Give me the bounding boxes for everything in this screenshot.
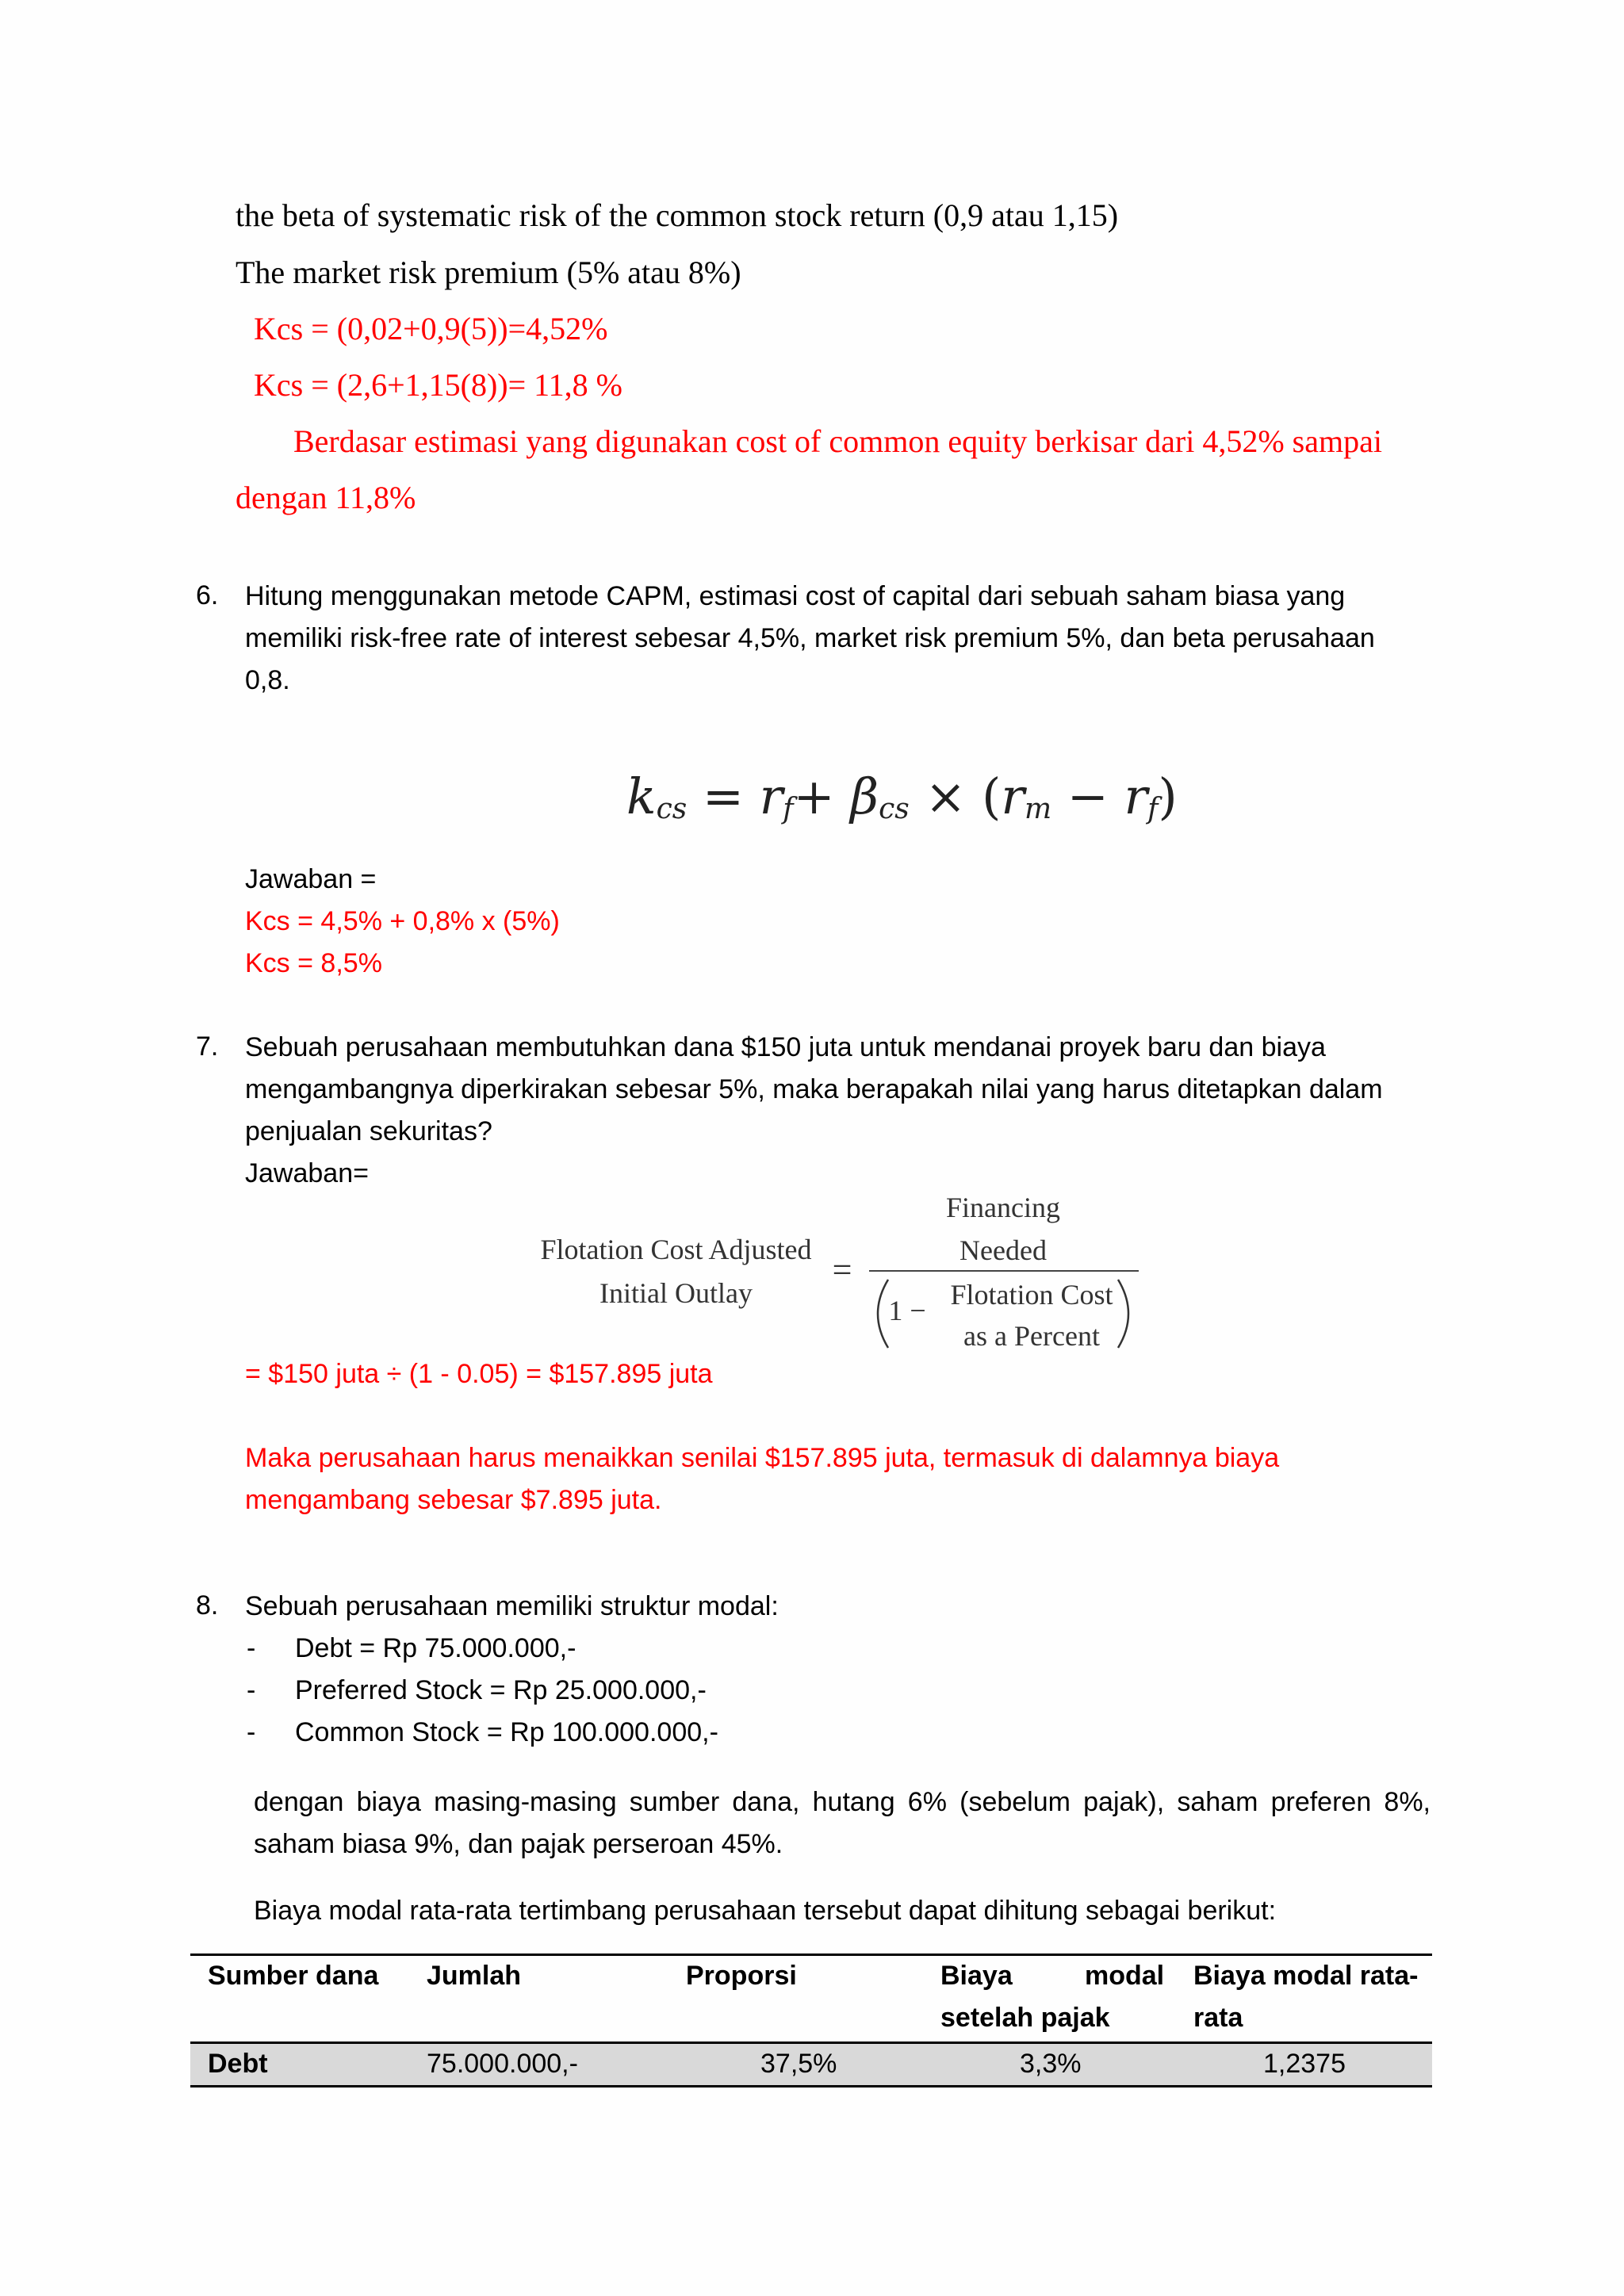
formula-beta-sub: cs xyxy=(879,793,910,825)
q6-text-3: 0,8. xyxy=(245,665,290,695)
q6-text-1: Hitung menggunakan metode CAPM, estimasi cost of capital dari sebuah saham biasa yang xyxy=(245,581,1346,611)
formula-minus: − xyxy=(1067,767,1109,825)
q7-text-1: Sebuah perusahaan membutuhkan dana $150 juta untuk mendanai proyek baru dan biaya xyxy=(245,1032,1326,1062)
intro-conclusion-2: dengan 11,8% xyxy=(236,480,416,515)
header-cost-1b: modal xyxy=(1085,1961,1165,1991)
formula-denominator-1: Flotation Cost xyxy=(950,1279,1113,1311)
list-bullet: - xyxy=(247,1633,256,1663)
formula-lhs-2: Initial Outlay xyxy=(599,1277,753,1309)
q8-text: Sebuah perusahaan memiliki struktur modal: xyxy=(245,1591,779,1621)
formula-plus: + xyxy=(793,767,835,825)
formula-eq: = xyxy=(702,767,744,825)
table-bottom-rule xyxy=(190,2085,1432,2087)
q7-answer-calc: = $150 juta ÷ (1 - 0.05) = $157.895 juta xyxy=(245,1359,713,1389)
q7-text-3: penjualan sekuritas? xyxy=(245,1116,492,1146)
q8-para-1: dengan biaya masing-masing sumber dana, hutang 6% (sebelum pajak), saham preferen 8%, xyxy=(254,1787,1431,1817)
header-cost-1a: Biaya xyxy=(940,1961,1013,1991)
q7-conclusion-1: Maka perusahaan harus menaikkan senilai $157.895 juta, termasuk di dalamnya biaya xyxy=(245,1443,1280,1473)
intro-line-2: The market risk premium (5% atau 8%) xyxy=(236,254,741,290)
q8-para-2: saham biasa 9%, dan pajak perseroan 45%. xyxy=(254,1829,783,1859)
capm-formula xyxy=(626,767,1178,825)
formula-rf-sub: f xyxy=(783,793,794,825)
formula-numerator-1: Financing xyxy=(946,1192,1060,1223)
formula-rf: r xyxy=(759,767,783,825)
q7-text-2: mengambangnya diperkirakan sebesar 5%, maka berapakah nilai yang harus ditetapkan dalam xyxy=(245,1074,1383,1104)
formula-numerator-2: Needed xyxy=(959,1234,1047,1266)
formula-den-one: 1 − xyxy=(888,1295,926,1326)
q8-number: 8. xyxy=(196,1590,219,1621)
table-row xyxy=(190,2044,1432,2085)
formula-rm-sub: m xyxy=(1024,793,1052,825)
cell-proportion: 37,5% xyxy=(760,2049,837,2079)
header-wacc-2: rata xyxy=(1193,2003,1243,2033)
formula-k-sub: cs xyxy=(656,793,688,825)
header-cost-2: setelah pajak xyxy=(940,2003,1110,2033)
table-top-rule xyxy=(190,1954,1432,1956)
q6-answer-label: Jawaban = xyxy=(245,864,377,894)
formula-equals: = xyxy=(832,1250,852,1289)
q6-number: 6. xyxy=(196,580,219,610)
formula-k: k xyxy=(626,767,657,825)
header-source: Sumber dana xyxy=(208,1961,379,1991)
cell-cost: 3,3% xyxy=(1020,2049,1082,2079)
formula-close: ) xyxy=(1158,767,1178,825)
formula-times: × xyxy=(925,767,967,825)
formula-rm: r xyxy=(1001,767,1025,825)
list-item-debt: Debt = Rp 75.000.000,- xyxy=(295,1633,576,1663)
q7-answer-label: Jawaban= xyxy=(245,1158,369,1188)
list-bullet: - xyxy=(247,1675,256,1705)
q8-para-3: Biaya modal rata-rata tertimbang perusahaan tersebut dapat dihitung sebagai berikut: xyxy=(254,1896,1277,1926)
list-bullet: - xyxy=(247,1717,256,1747)
q7-conclusion-2: mengambang sebesar $7.895 juta. xyxy=(245,1485,662,1515)
q7-number: 7. xyxy=(196,1031,219,1062)
q6-answer-1: Kcs = 4,5% + 0,8% x (5%) xyxy=(245,906,560,936)
cell-wacc: 1,2375 xyxy=(1263,2049,1346,2079)
intro-calc-1: Kcs = (0,02+0,9(5))=4,52% xyxy=(254,311,608,346)
list-item-common: Common Stock = Rp 100.000.000,- xyxy=(295,1717,718,1747)
intro-line-1: the beta of systematic risk of the common stock return (0,9 atau 1,15) xyxy=(236,197,1119,233)
formula-open: ( xyxy=(982,767,1002,825)
formula-rf2-sub: f xyxy=(1147,793,1159,825)
q6-answer-2: Kcs = 8,5% xyxy=(245,948,382,978)
formula-lhs-1: Flotation Cost Adjusted xyxy=(540,1234,812,1265)
header-proportion: Proporsi xyxy=(686,1961,797,1991)
formula-beta: β xyxy=(850,767,879,825)
header-amount: Jumlah xyxy=(427,1961,522,1991)
intro-conclusion-1: Berdasar estimasi yang digunakan cost of common equity berkisar dari 4,52% sampai xyxy=(293,423,1382,459)
cell-amount: 75.000.000,- xyxy=(427,2049,578,2079)
formula-denominator-2: as a Percent xyxy=(963,1320,1100,1352)
header-wacc-1: Biaya modal rata- xyxy=(1193,1961,1419,1991)
cell-source: Debt xyxy=(208,2049,268,2079)
intro-calc-2: Kcs = (2,6+1,15(8))= 11,8 % xyxy=(254,367,622,403)
right-paren xyxy=(1113,1276,1142,1351)
list-item-preferred: Preferred Stock = Rp 25.000.000,- xyxy=(295,1675,707,1705)
q6-text-2: memiliki risk-free rate of interest sebesar 4,5%, market risk premium 5%, dan beta perusahaan xyxy=(245,623,1375,653)
formula-rf2: r xyxy=(1124,767,1148,825)
fraction-bar xyxy=(869,1270,1139,1272)
